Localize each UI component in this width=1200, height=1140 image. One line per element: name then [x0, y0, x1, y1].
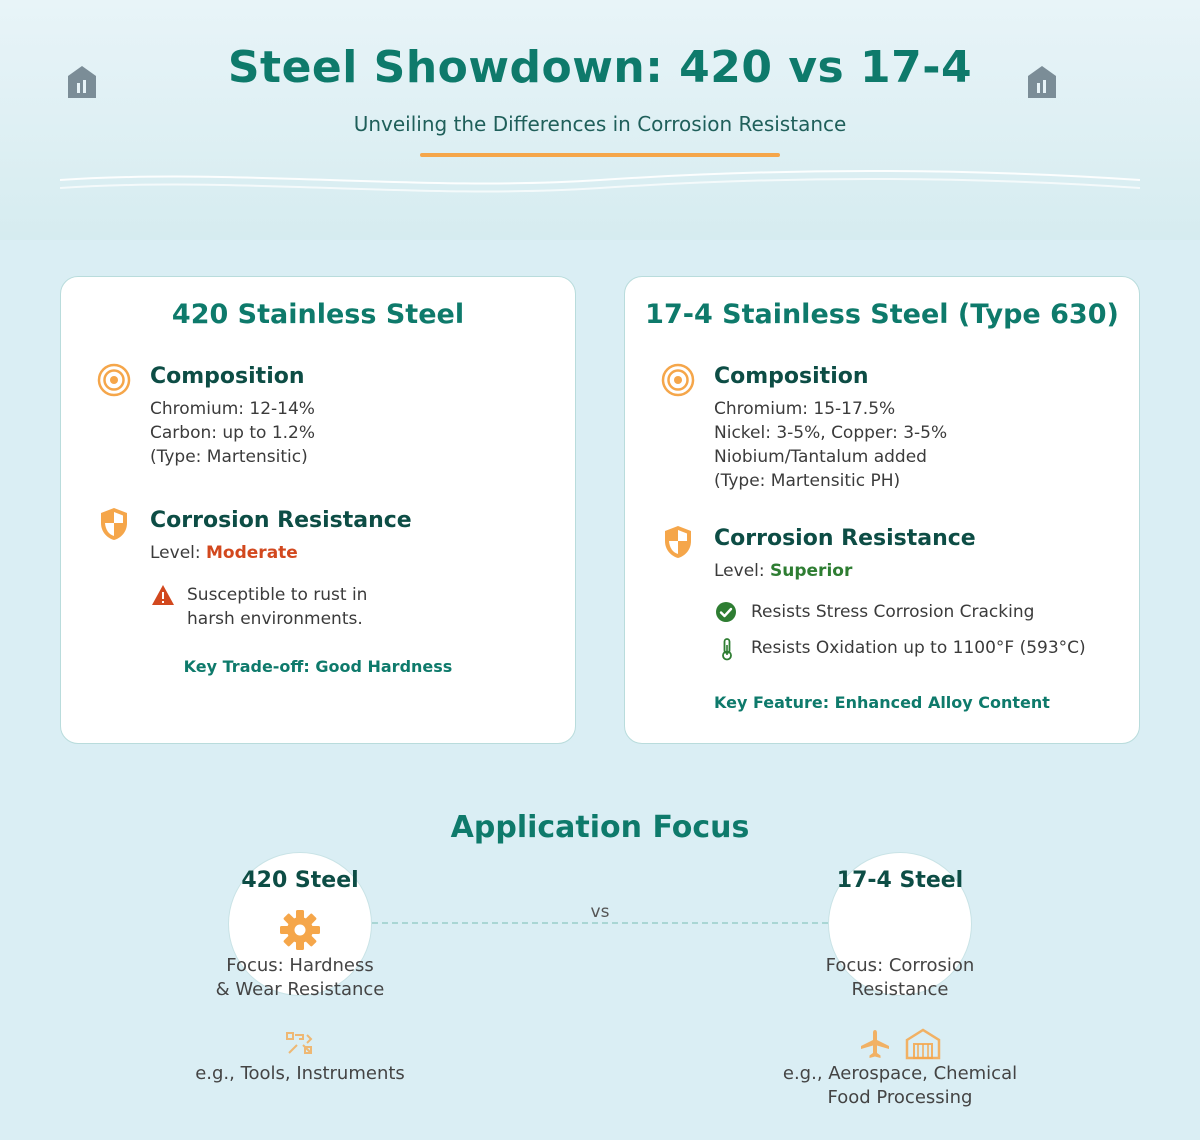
shield-icon — [661, 524, 695, 560]
gear-icon — [279, 909, 321, 951]
card-title: 17-4 Stainless Steel (Type 630) — [645, 299, 1119, 330]
composition-heading: Composition — [150, 364, 305, 389]
card-17-4-steel — [624, 276, 1140, 744]
page-title: Steel Showdown: 420 vs 17-4 — [227, 42, 973, 93]
card-title: 420 Stainless Steel — [171, 299, 465, 330]
card-420-steel — [60, 276, 576, 744]
tools-icon — [285, 1031, 315, 1057]
thermometer-icon — [720, 637, 734, 661]
key-feature: Key Feature: Enhanced Alloy Content — [714, 693, 1050, 712]
composition-details: Chromium: 15-17.5% Nickel: 3-5%, Copper: 3-5% Niobium/Tantalum added (Type: Martensitic PH) — [714, 399, 948, 491]
feature-stress-corrosion: Resists Stress Corrosion Cracking — [751, 602, 1035, 622]
airplane-icon — [859, 1028, 891, 1060]
page-subtitle: Unveiling the Differences in Corrosion Resistance — [353, 112, 847, 136]
comparison-connector — [372, 922, 828, 924]
app-name-420: 420 Steel — [241, 868, 359, 893]
header-banner — [0, 0, 1200, 240]
examples-420: e.g., Tools, Instruments — [195, 1063, 405, 1084]
warning-icon — [151, 584, 175, 606]
check-circle-icon — [715, 601, 737, 623]
focus-420: Focus: Hardness & Wear Resistance — [215, 955, 385, 1000]
app-name-17-4: 17-4 Steel — [836, 868, 964, 893]
corrosion-level: Level: Superior — [714, 561, 853, 581]
application-focus-title: Application Focus — [450, 810, 750, 845]
target-icon — [97, 363, 131, 397]
focus-17-4: Focus: Corrosion Resistance — [825, 955, 975, 1000]
title-underline — [420, 153, 780, 157]
corrosion-level: Level: Moderate — [150, 543, 298, 563]
corrosion-heading: Corrosion Resistance — [714, 526, 976, 551]
feature-oxidation: Resists Oxidation up to 1100°F (593°C) — [751, 638, 1086, 658]
examples-17-4: e.g., Aerospace, Chemical Food Processing — [782, 1063, 1018, 1108]
corrosion-heading: Corrosion Resistance — [150, 508, 412, 533]
warehouse-icon — [905, 1028, 941, 1060]
composition-heading: Composition — [714, 364, 869, 389]
key-tradeoff: Key Trade-off: Good Hardness — [183, 657, 453, 676]
wave-divider — [60, 164, 1140, 204]
shield-icon — [97, 506, 131, 542]
target-icon — [661, 363, 695, 397]
level-value: Moderate — [206, 543, 298, 563]
level-value: Superior — [770, 561, 853, 581]
composition-details: Chromium: 12-14% Carbon: up to 1.2% (Type: Martensitic) — [150, 399, 316, 467]
vs-label: vs — [590, 902, 610, 922]
rust-warning: Susceptible to rust in harsh environments. — [187, 585, 368, 629]
